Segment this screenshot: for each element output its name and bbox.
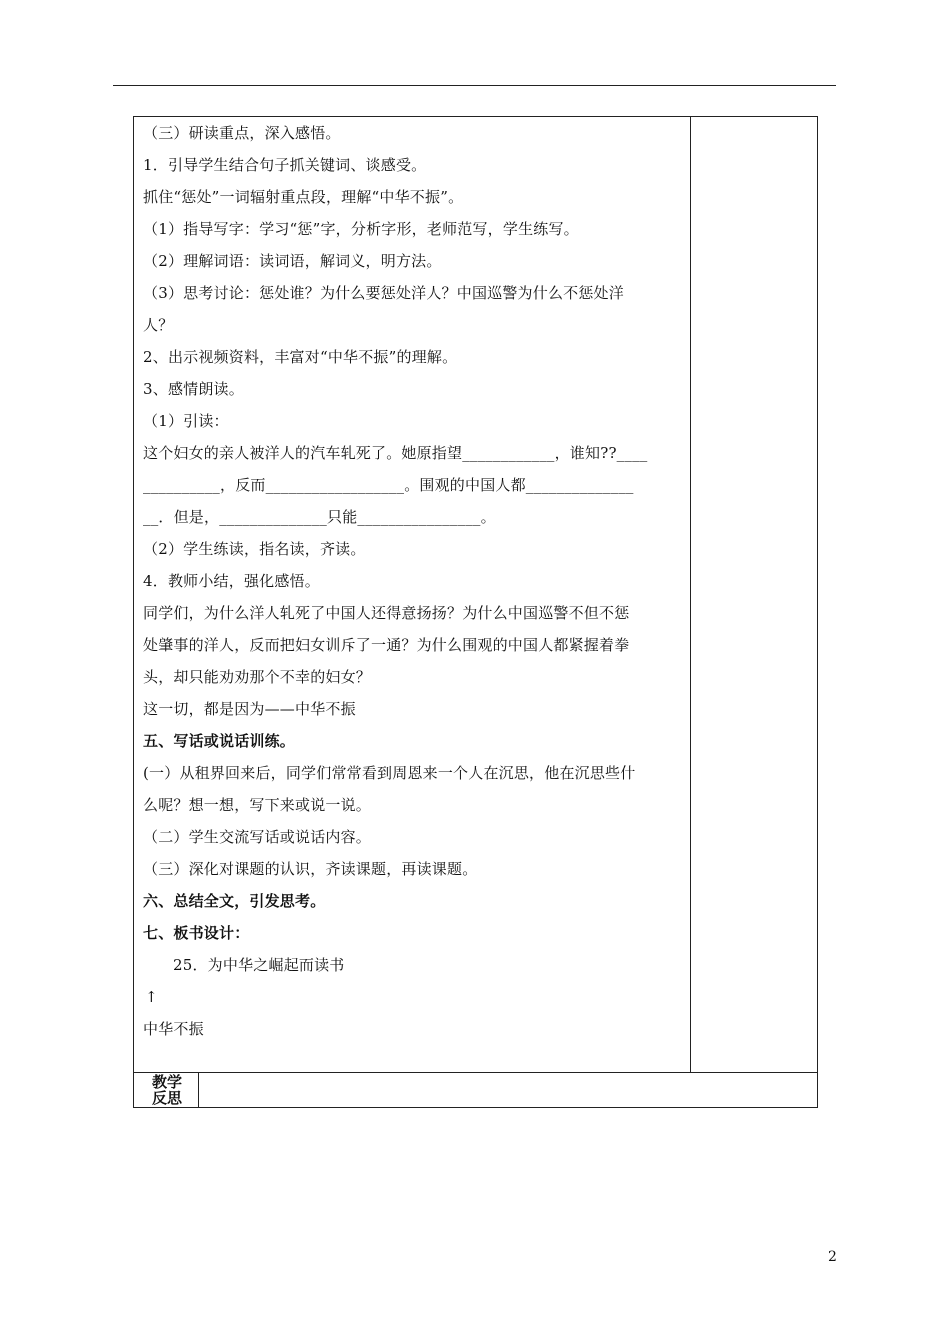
paragraph-line: 这一切，都是因为——中华不振 [143, 700, 356, 718]
paragraph-line: 头，却只能劝劝那个不幸的妇女？ [143, 668, 372, 686]
reflection-table [133, 1072, 818, 1108]
reflection-label: 教学反思 [151, 1073, 182, 1107]
section-heading: 六、总结全文，引发思考。 [143, 892, 326, 910]
fill-in-line: __________，反而__________________。围观的中国人都______________ [143, 476, 634, 494]
step-item: 2、出示视频资料，丰富对“中华不振”的理解。 [143, 348, 458, 366]
step-item: （3）思考讨论：惩处谁？为什么要惩处洋人？中国巡警为什么不惩处洋 [143, 284, 624, 302]
lesson-plan-table [133, 116, 818, 1073]
paragraph-line: 同学们，为什么洋人轧死了中国人还得意扬扬？为什么中国巡警不但不惩 [143, 604, 630, 622]
paragraph-line: 么呢？想一想，写下来或说一说。 [143, 796, 372, 814]
header-rule [113, 85, 836, 86]
reflection-label-cell [134, 1073, 199, 1107]
paragraph-line: 抓住“惩处”一词辐射重点段，理解“中华不振”。 [143, 188, 464, 206]
section-heading: （三）研读重点，深入感悟。 [143, 124, 341, 142]
paragraph-line: 处肇事的洋人，反而把妇女训斥了一通？为什么围观的中国人都紧握着拳 [143, 636, 630, 654]
step-item: 4．教师小结，强化感悟。 [143, 572, 320, 590]
step-item: （1）指导写字：学习“惩”字，分析字形，老师范写，学生练写。 [143, 220, 579, 238]
up-arrow-icon: ↑ [145, 988, 158, 1006]
section-heading: 七、板书设计： [143, 924, 250, 942]
step-item: 1．引导学生结合句子抓关键词、谈感受。 [143, 156, 427, 174]
paragraph-line: 人？ [143, 316, 174, 334]
section-heading: 五、写话或说话训练。 [143, 732, 296, 750]
board-title: 25．为中华之崛起而读书 [173, 956, 345, 974]
step-item: （2）学生练读，指名读，齐读。 [143, 540, 366, 558]
fill-in-line: 这个妇女的亲人被洋人的汽车轧死了。她原指望____________，谁知??____ [143, 444, 648, 462]
page-number: 2 [828, 1249, 837, 1265]
step-item: （三）深化对课题的认识，齐读课题，再读课题。 [143, 860, 478, 878]
step-item: 3、感情朗读。 [143, 380, 244, 398]
step-item: （二）学生交流写话或说话内容。 [143, 828, 372, 846]
board-keyword: 中华不振 [143, 1020, 204, 1038]
fill-in-line: __．但是，______________只能________________。 [143, 508, 496, 526]
step-item: （1）引读： [143, 412, 229, 430]
paragraph-line: (一）从租界回来后，同学们常常看到周恩来一个人在沉思，他在沉思些什 [143, 764, 636, 782]
step-item: （2）理解词语：读词语，解词义，明方法。 [143, 252, 442, 270]
notes-column-divider [690, 117, 691, 1072]
